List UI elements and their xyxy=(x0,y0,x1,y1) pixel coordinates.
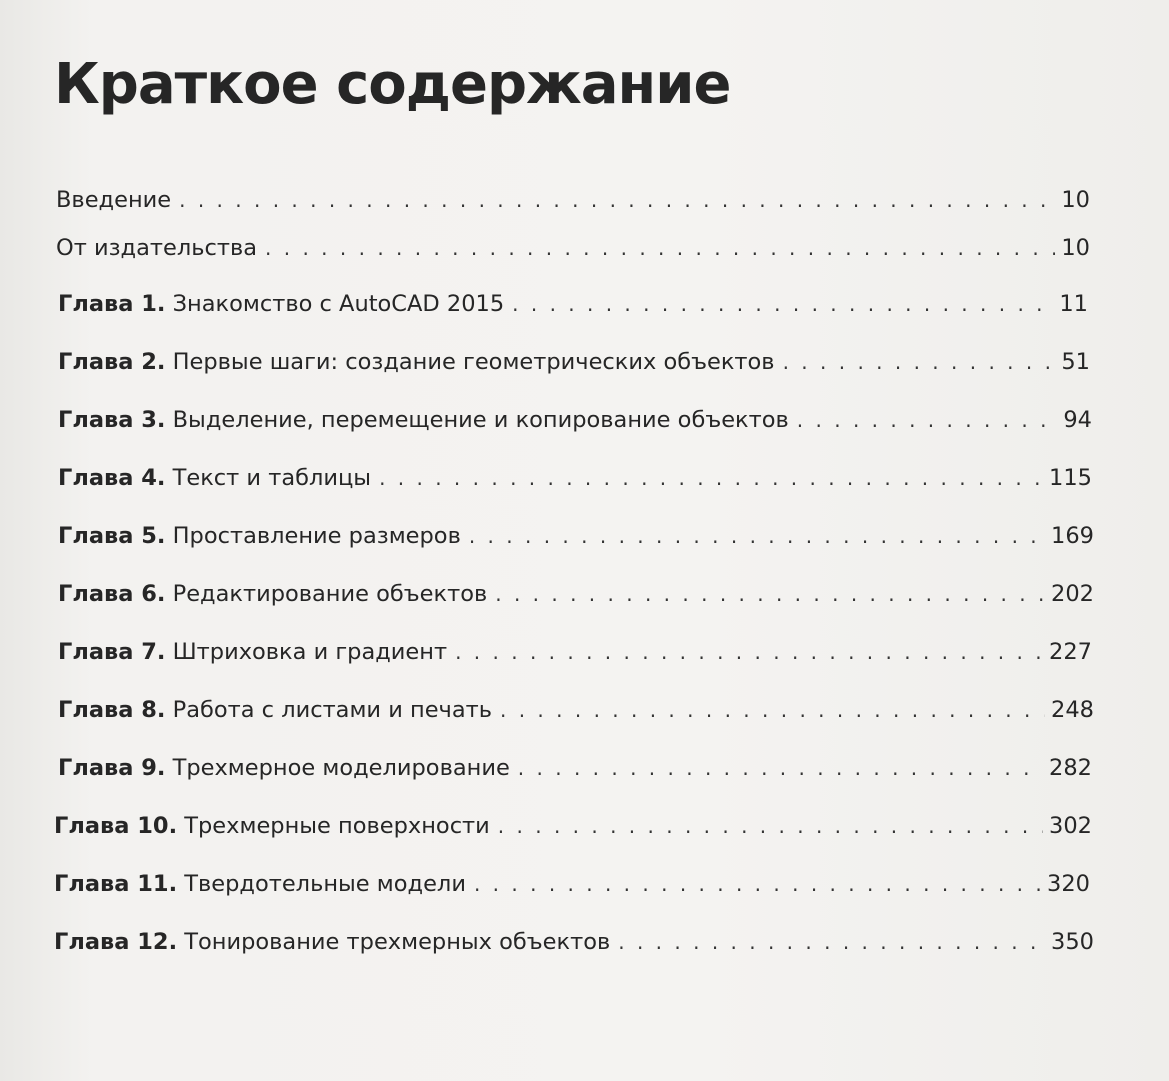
toc-page-number: 115 xyxy=(1049,465,1092,491)
dot-leader xyxy=(512,290,1053,318)
dot-leader xyxy=(783,348,1056,376)
toc-entry-label: Глава 3. Выделение, перемещение и копирование объектов xyxy=(58,407,789,433)
toc-entry-chapter-6 xyxy=(58,580,1094,608)
toc-page-number: 320 xyxy=(1047,871,1090,897)
toc-page-number: 10 xyxy=(1061,235,1090,261)
toc-page-number: 350 xyxy=(1051,929,1094,955)
dot-leader xyxy=(474,870,1041,898)
toc-entry-chapter-1 xyxy=(58,290,1088,318)
toc-entry-label: Глава 10. Трехмерные поверхности xyxy=(54,813,490,839)
dot-leader xyxy=(379,464,1043,492)
toc-entry-label: Глава 8. Работа с листами и печать xyxy=(58,697,492,723)
toc-page-number: 248 xyxy=(1051,697,1094,723)
toc-entry-label: Глава 1. Знакомство с AutoCAD 2015 xyxy=(58,291,505,317)
toc-entry-publisher xyxy=(56,234,1090,262)
dot-leader xyxy=(179,186,1055,214)
toc-entry-chapter-8 xyxy=(58,696,1094,724)
dot-leader xyxy=(495,580,1045,608)
toc-entry-chapter-12 xyxy=(54,928,1094,956)
toc-page-number: 10 xyxy=(1061,187,1090,213)
toc-page-number: 302 xyxy=(1049,813,1092,839)
toc-entry-chapter-5 xyxy=(58,522,1094,550)
dot-leader xyxy=(455,638,1043,666)
toc-entry-chapter-7 xyxy=(58,638,1092,666)
dot-leader xyxy=(618,928,1045,956)
page-title: Краткое содержание xyxy=(54,52,731,117)
dot-leader xyxy=(498,812,1043,840)
toc-entry-label: Глава 12. Тонирование трехмерных объектов xyxy=(54,929,611,955)
toc-page-number: 94 xyxy=(1063,407,1092,433)
dot-leader xyxy=(265,234,1055,262)
toc-entry-label: Глава 9. Трехмерное моделирование xyxy=(58,755,510,781)
toc-entry-label: Глава 4. Текст и таблицы xyxy=(58,465,372,491)
dot-leader xyxy=(500,696,1045,724)
toc-page-number: 202 xyxy=(1051,581,1094,607)
toc-entry-chapter-2 xyxy=(58,348,1090,376)
toc-entry-label: Введение xyxy=(56,187,172,213)
toc-entry-chapter-3 xyxy=(58,406,1092,434)
toc-entry-chapter-4 xyxy=(58,464,1092,492)
toc-page-number: 51 xyxy=(1061,349,1090,375)
toc-entry-label: От издательства xyxy=(56,235,258,261)
toc-entry-intro xyxy=(56,186,1090,214)
toc-entry-chapter-9 xyxy=(58,754,1092,782)
toc-entry-label: Глава 2. Первые шаги: создание геометрических объектов xyxy=(58,349,775,375)
toc-entry-chapter-11 xyxy=(54,870,1090,898)
dot-leader xyxy=(797,406,1058,434)
toc-entry-label: Глава 5. Проставление размеров xyxy=(58,523,461,549)
dot-leader xyxy=(469,522,1045,550)
toc-entry-chapter-10 xyxy=(54,812,1092,840)
toc-page-number: 169 xyxy=(1051,523,1094,549)
toc-entry-label: Глава 6. Редактирование объектов xyxy=(58,581,488,607)
toc-page-number: 282 xyxy=(1049,755,1092,781)
toc-entry-label: Глава 11. Твердотельные модели xyxy=(54,871,466,897)
toc-entry-label: Глава 7. Штриховка и градиент xyxy=(58,639,448,665)
dot-leader xyxy=(518,754,1043,782)
toc-page-number: 227 xyxy=(1049,639,1092,665)
toc-page-number: 11 xyxy=(1059,291,1088,317)
